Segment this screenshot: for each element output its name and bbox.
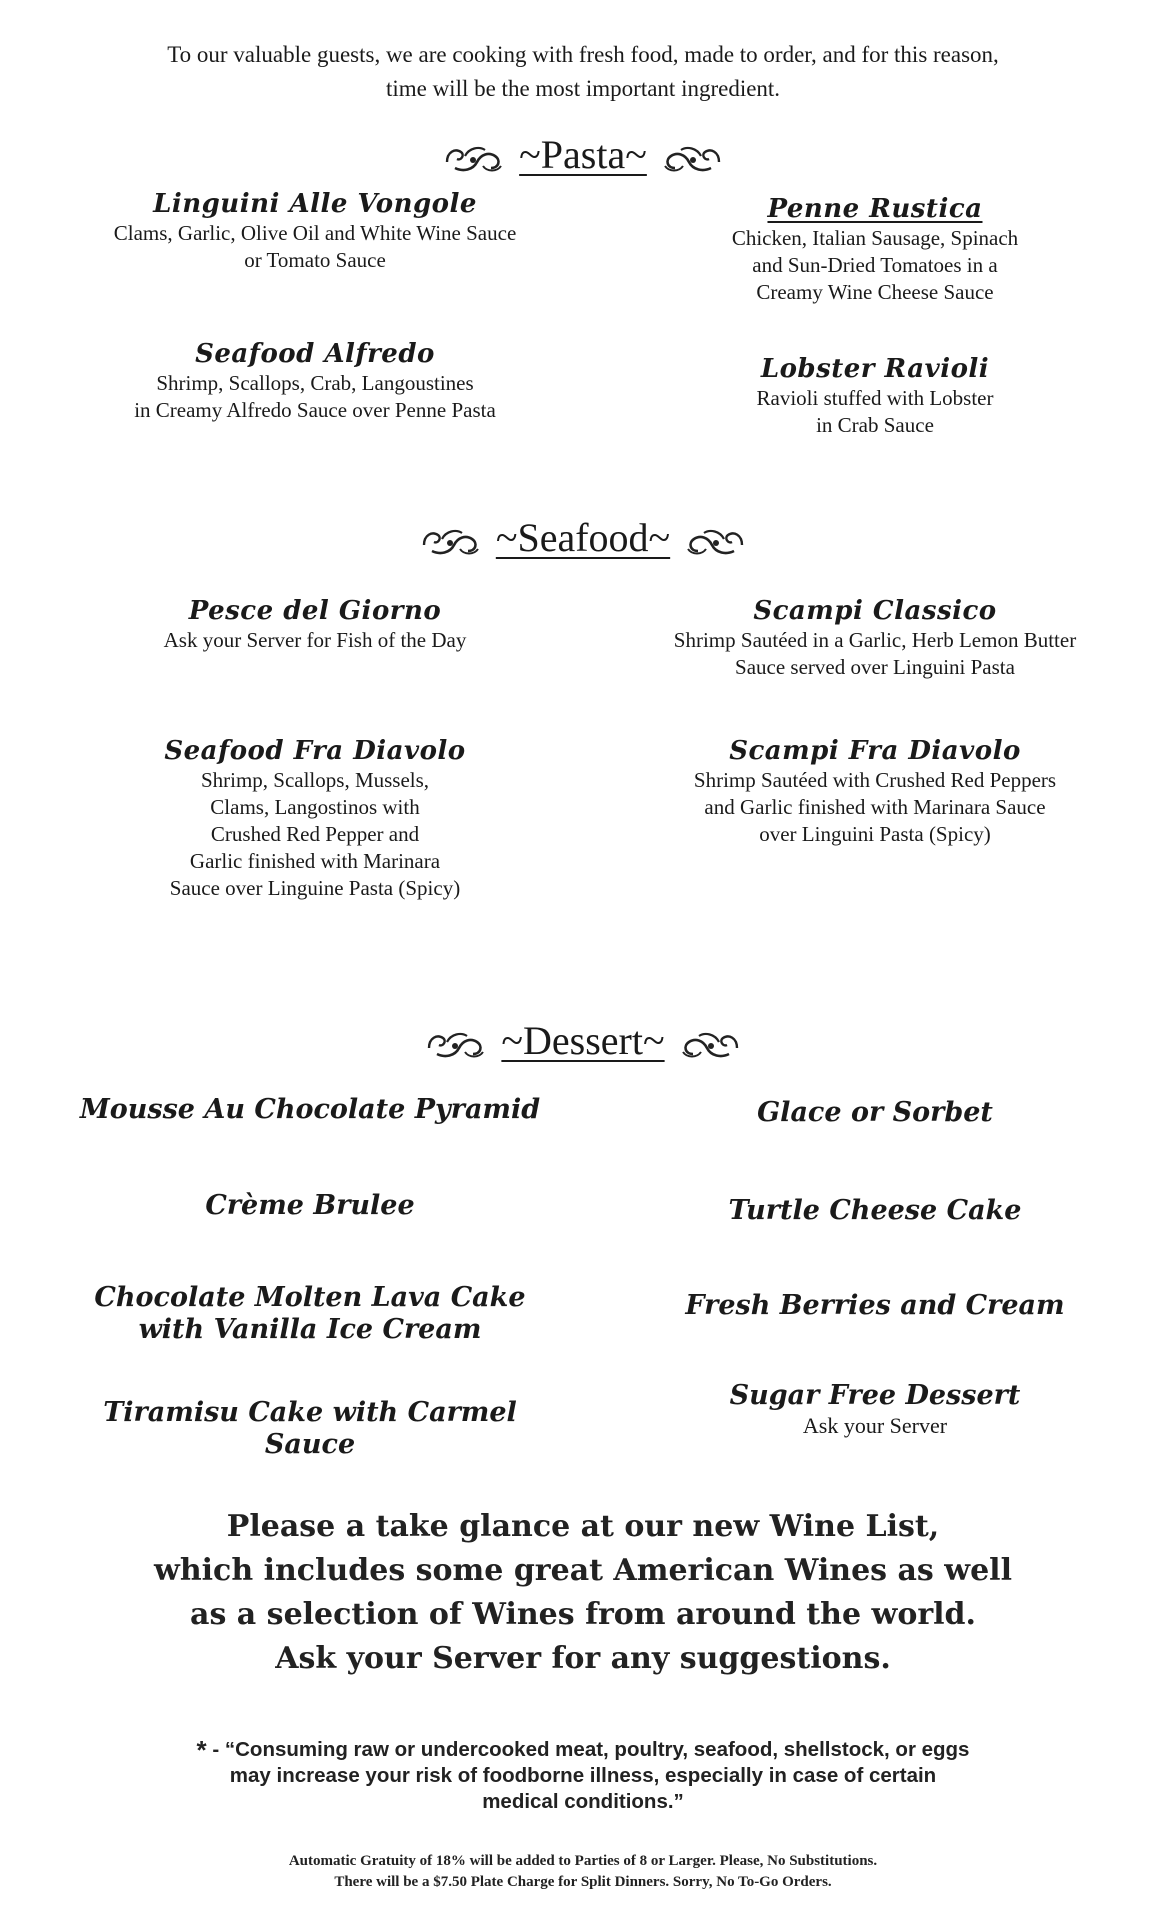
intro-line: time will be the most important ingredient. — [385, 76, 781, 101]
dish-description: Sauce served over Linguini Pasta — [735, 655, 1015, 679]
advisory-line: may increase your risk of foodborne illness, especially in case of certain — [229, 1764, 937, 1787]
dish-description: Chicken, Italian Sausage, Spinach — [731, 226, 1019, 250]
advisory-dash: - — [206, 1738, 225, 1761]
menu-item — [640, 193, 1110, 306]
wine-note-line: Please a take glance at our new Wine List, — [226, 1509, 940, 1544]
advisory-text: “Consuming raw or undercooked meat, poultry, seafood, shellstock, or eggs — [224, 1738, 970, 1761]
dessert-name: Chocolate Molten Lava Cake — [94, 1282, 526, 1313]
dish-description: Ask your Server for Fish of the Day — [163, 628, 467, 652]
dessert-name: Mousse Au Chocolate Pyramid — [79, 1094, 541, 1125]
dish-name: Pesce del Giorno — [188, 596, 442, 626]
dessert-name: with Vanilla Ice Cream — [138, 1314, 482, 1345]
seafood-heading — [0, 513, 1166, 563]
dish-description: Sauce over Linguine Pasta (Spicy) — [169, 876, 461, 900]
dish-name: Seafood Fra Diavolo — [164, 736, 466, 766]
dish-description: in Crab Sauce — [816, 413, 934, 437]
scroll-ornament-icon — [684, 525, 746, 559]
dish-name: Seafood Alfredo — [195, 339, 435, 369]
wine-list-note — [0, 1505, 1166, 1681]
asterisk-mark: * — [196, 1735, 207, 1765]
section-title: ~Pasta~ — [519, 132, 647, 177]
dessert-item — [60, 1190, 560, 1222]
dessert-name: Sugar Free Dessert — [729, 1380, 1021, 1411]
dessert-item — [640, 1380, 1110, 1440]
dish-name: Scampi Fra Diavolo — [729, 736, 1021, 766]
wine-note-line: Ask your Server for any suggestions. — [275, 1641, 891, 1676]
footer-line: There will be a $7.50 Plate Charge for Split Dinners. Sorry, No To-Go Orders. — [334, 1874, 832, 1890]
advisory-line: medical conditions.” — [482, 1790, 684, 1813]
scroll-ornament-icon — [661, 142, 723, 176]
dish-description: Ravioli stuffed with Lobster — [756, 386, 994, 410]
dish-description: Shrimp, Scallops, Mussels, — [200, 768, 430, 792]
scroll-ornament-icon — [443, 142, 505, 176]
dessert-item — [640, 1290, 1110, 1322]
intro-note — [0, 38, 1166, 106]
dessert-name: Turtle Cheese Cake — [728, 1195, 1022, 1226]
consumer-advisory — [140, 1737, 1026, 1815]
dessert-item — [60, 1094, 560, 1126]
scroll-ornament-icon — [425, 1028, 487, 1062]
dessert-heading — [0, 1016, 1166, 1066]
dish-description: Shrimp Sautéed with Crushed Red Peppers — [693, 768, 1057, 792]
dish-description: Clams, Garlic, Olive Oil and White Wine Sauce — [113, 221, 517, 245]
dish-name: Penne Rustica — [767, 194, 983, 224]
dish-name: Scampi Classico — [753, 596, 997, 626]
menu-item — [70, 338, 560, 424]
menu-item — [620, 595, 1130, 681]
menu-item — [70, 735, 560, 902]
dessert-item — [640, 1195, 1110, 1227]
dish-description: Shrimp Sautéed in a Garlic, Herb Lemon Butter — [673, 628, 1077, 652]
dish-description: Shrimp, Scallops, Crab, Langoustines — [156, 371, 474, 395]
dish-description: Clams, Langostinos with — [210, 795, 420, 819]
dish-description: and Sun-Dried Tomatoes in a — [752, 253, 998, 277]
dish-description: and Garlic finished with Marinara Sauce — [704, 795, 1046, 819]
dessert-name: Tiramisu Cake with Carmel Sauce — [103, 1397, 517, 1460]
section-title: ~Seafood~ — [495, 515, 671, 560]
dessert-name: Fresh Berries and Cream — [685, 1290, 1065, 1321]
dessert-name: Glace or Sorbet — [757, 1097, 993, 1128]
dish-description: in Creamy Alfredo Sauce over Penne Pasta — [134, 398, 496, 422]
footer-line: Automatic Gratuity of 18% will be added to Parties of 8 or Larger. Please, No Substitutions. — [288, 1853, 878, 1869]
menu-item — [70, 595, 560, 654]
wine-note-line: as a selection of Wines from around the world. — [190, 1597, 976, 1632]
dish-description: over Linguini Pasta (Spicy) — [759, 822, 991, 846]
dish-description: Crushed Red Pepper and — [210, 822, 420, 846]
policy-footer — [0, 1851, 1166, 1893]
advisory-line — [140, 1737, 1026, 1763]
scroll-ornament-icon — [420, 525, 482, 559]
dish-name: Linguini Alle Vongole — [153, 189, 477, 219]
scroll-ornament-icon — [679, 1028, 741, 1062]
pasta-heading — [0, 130, 1166, 180]
menu-item — [70, 188, 560, 274]
menu-item — [640, 353, 1110, 439]
dish-description: or Tomato Sauce — [244, 248, 386, 272]
dessert-name: Crème Brulee — [205, 1190, 415, 1221]
dessert-note: Ask your Server — [802, 1413, 948, 1438]
dessert-item — [60, 1282, 560, 1346]
wine-note-line: which includes some great American Wines as well — [154, 1553, 1012, 1588]
dish-description: Garlic finished with Marinara — [189, 849, 441, 873]
dish-name: Lobster Ravioli — [760, 354, 990, 384]
section-title: ~Dessert~ — [501, 1018, 665, 1063]
dessert-item — [640, 1097, 1110, 1129]
dessert-item — [60, 1397, 560, 1461]
dish-description: Creamy Wine Cheese Sauce — [756, 280, 994, 304]
menu-item — [620, 735, 1130, 848]
intro-line: To our valuable guests, we are cooking with fresh food, made to order, and for this reason, — [167, 42, 999, 67]
